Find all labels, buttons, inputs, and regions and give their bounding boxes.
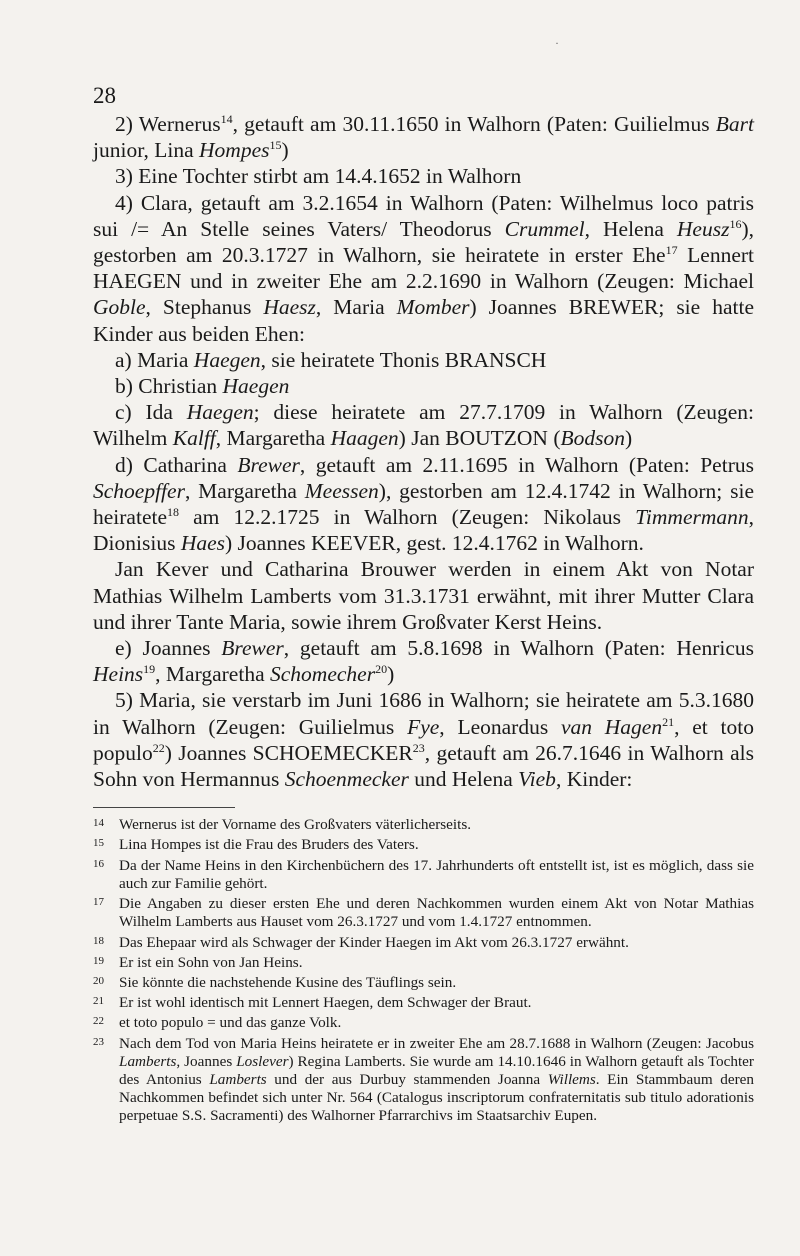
footnote-ref: 17 [665,243,678,258]
footnote-15: 15 Lina Hompes ist die Frau des Bruders des Vaters. [93,836,419,854]
footnote-19: 19 Er ist ein Sohn von Jan Heins. [93,953,303,971]
footnote-ref: 23 [412,740,425,755]
footnote-20: 20 Sie könnte die nachstehende Kusine des Täuflings sein. [93,973,457,991]
footnote-17: 17 Die Angaben zu dieser ersten Ehe und deren Nachkommen wurden einem Akt von Notar Mathias Wilhelm Lamberts aus Hauset vom 26.3.1727 und vom 1.4.1727 entnommen. [93,895,754,931]
page-number: 28 [93,83,116,108]
document-page [93,82,754,1128]
footnote-ref: 14 [220,112,233,126]
footnotes [93,816,754,1125]
footnote-18: 18 Das Ehepaar wird als Schwager der Kinder Haegen im Akt vom 26.3.1727 erwähnt. [93,933,629,951]
footnote-ref: 19 [143,662,156,677]
footnote-ref: 15 [269,138,282,153]
footnote-16: 16 Da der Name Heins in den Kirchenbüchern des 17. Jahrhunderts oft entstellt ist, ist es möglich, dass sie auch zur Familie gehört. [93,856,754,892]
paragraph-wernerus: 2) Wernerus$^{14}$, getauft am 30.11.1650 in Walhorn (Paten: Guilielmus Bart junior, Lina Hompes$^{15}$) [93,112,754,163]
paragraph-clara: 4) Clara, getauft am 3.2.1654 in Walhorn (Paten: Wilhelmus loco patris sui /= An Stelle seines Vaters/ Theodorus Crummel, Helena Heusz$^{16}$), gestorben am 20.3.1727 in Walhorn, sie heiratete in erster Ehe$^{17}$ Lennert HAEGEN und in zweiter Ehe am 2.2.1690 in Walhorn (Zeugen: Michael Goble, Stephanus Haesz, Maria Momber) Joannes BREWER; sie hatte Kinder aus beiden Ehen: [93,190,754,346]
paragraph-kever-akt: Jan Kever und Catharina Brouwer werden in einem Akt von Notar Mathias Wilhelm Lamberts vom 31.3.1731 erwähnt, mit ihrer Mutter Clara und ihrer Tante Maria, sowie ihrem Großvater Kerst Heins. [93,557,754,634]
paragraph-ida-haegen: c) Ida Haegen; diese heiratete am 27.7.1709 in Walhorn (Zeugen: Wilhelm Kalff, Margaretha Haagen) Jan BOUTZON (Bodson) [93,400,755,451]
footnote-23: 23 Nach dem Tod von Maria Heins heiratete er in zweiter Ehe am 28.7.1688 in Walhorn (Zeugen: Jacobus Lamberts, Joannes Loslever) Regina Lamberts. Sie wurde am 14.10.1646 in Walhorn getauft als Tochter des Antonius Lamberts und der aus Durbuy stammenden Joanna Willems. Ein Stammbaum deren Nachkommen befindet sich unter Nr. 564 (Catalogus inscriptorum confraternitatis sub titulo adorationis perpetuae S.S. Sacramenti) des Walhorner Pfarrarchivs im Staatsarchiv Eupen. [93,1034,754,1125]
paragraph-tochter: 3) Eine Tochter stirbt am 14.4.1652 in Walhorn [115,164,522,189]
footnote-ref: 18 [167,505,180,520]
main-text [93,111,754,792]
footnote-divider [93,807,235,808]
paragraph-joannes-brewer: e) Joannes Brewer, getauft am 5.8.1698 in Walhorn (Paten: Henricus Heins$^{19}$, Margaretha Schomecher$^{20}$) [93,636,754,687]
paragraph-maria-haegen: a) Maria Haegen, sie heiratete Thonis BRANSCH [115,347,547,372]
footnote-ref: 22 [152,740,165,755]
paragraph-christian-haegen: b) Christian Haegen [115,374,290,399]
footnote-21: 21 Er ist wohl identisch mit Lennert Haegen, dem Schwager der Braut. [93,994,532,1012]
footnote-ref: 16 [729,216,742,231]
footnote-ref: 21 [662,714,675,729]
footnote-ref: 20 [375,662,388,677]
footnote-14: 14 Wernerus ist der Vorname des Großvaters väterlicherseits. [93,816,472,834]
paragraph-maria-schoemecker: 5) Maria, sie verstarb im Juni 1686 in Walhorn; sie heiratete am 5.3.1680 in Walhorn (Zeugen: Guilielmus Fye, Leonardus van Hagen$^{21}$, et toto populo$^{22}$) Joannes SCHOEMECKER$^{23}$, getauft am 26.7.1646 in Walhorn als Sohn von Hermannus Schoenmecker und Helena Vieb, Kinder: [93,688,754,792]
footnote-22: 22 et toto populo = und das ganze Volk. [93,1014,342,1032]
corner-mark: · [555,36,559,50]
paragraph-catharina-brewer: d) Catharina Brewer, getauft am 2.11.1695 in Walhorn (Paten: Petrus Schoepffer, Margaretha Meessen), gestorben am 12.4.1742 in Walhorn; sie heiratete$^{18}$ am 12.2.1725 in Walhorn (Zeugen: Nikolaus Timmermann, Dionisius Haes) Joannes KEEVER, gest. 12.4.1762 in Walhorn. [93,452,755,556]
